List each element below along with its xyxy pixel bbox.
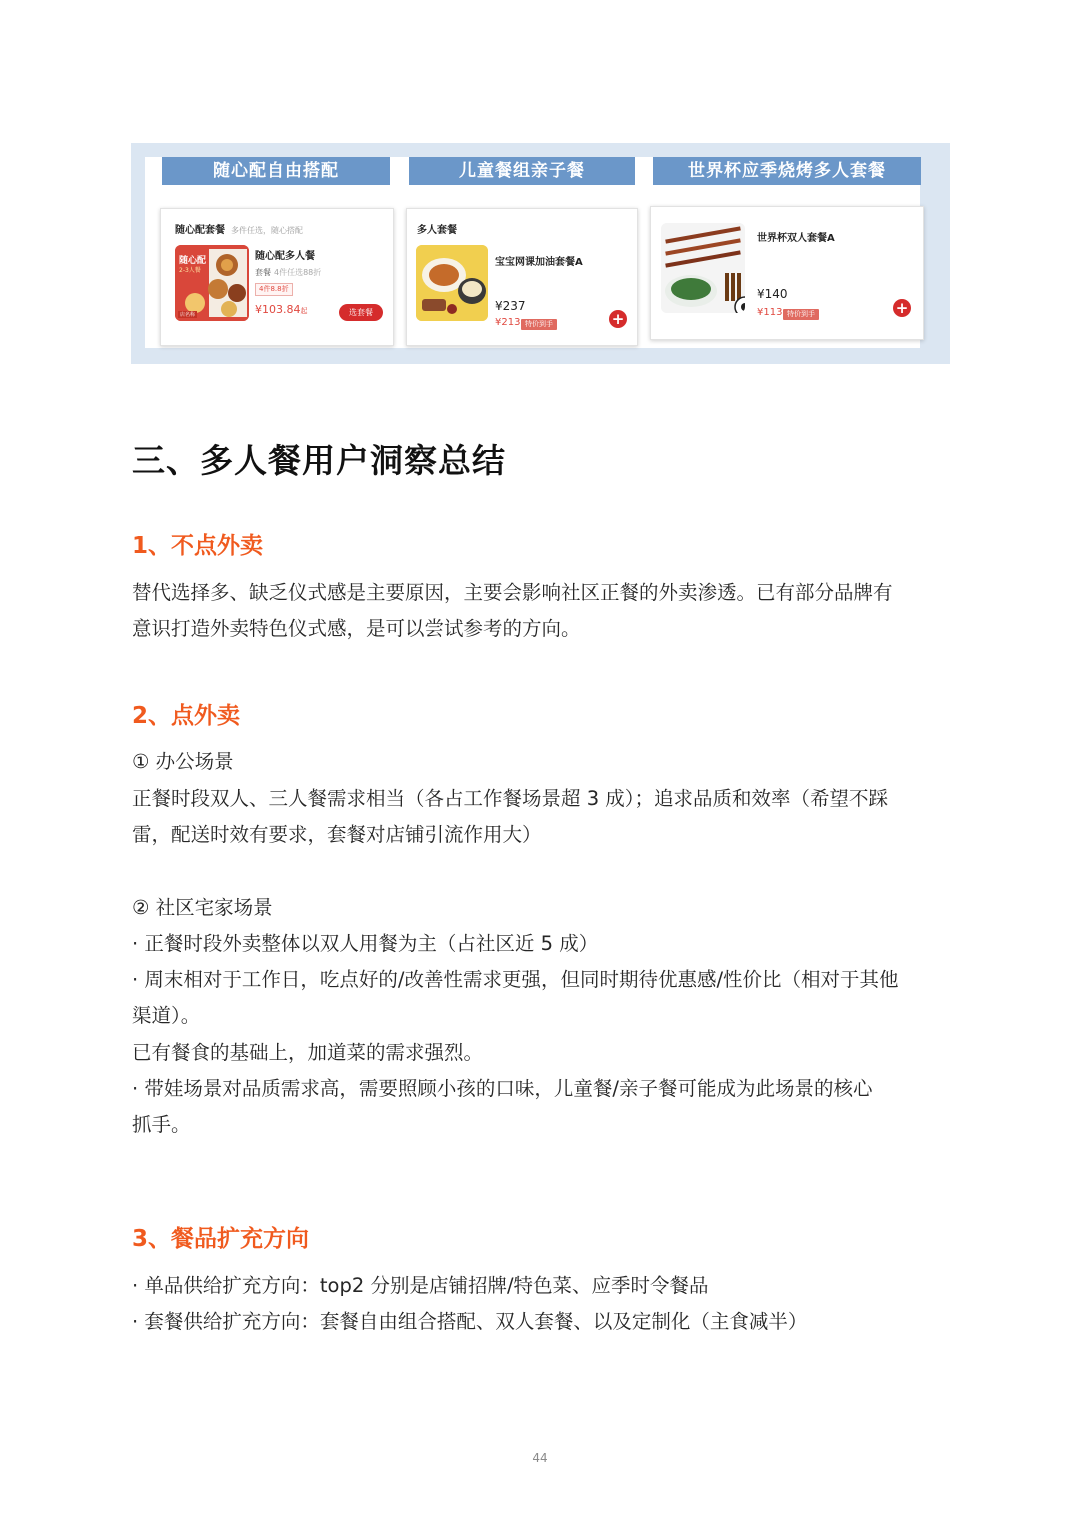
promo-chip: 特价到手 — [783, 309, 819, 320]
column-free-combo — [162, 157, 390, 185]
bullet-line: · 周末相对于工作日，吃点好的/改善性需求更强，但同时期待优惠感/性价比（相对于其他 — [132, 968, 899, 991]
bbq-skewers-illustration — [661, 223, 745, 313]
page-number: 44 — [532, 1451, 548, 1465]
select-combo-button[interactable]: 选套餐 — [339, 304, 383, 321]
add-to-cart-button[interactable]: + — [609, 310, 627, 328]
price: ¥140 — [757, 287, 788, 301]
column-header: 世界杯应季烧烤多人套餐 — [653, 157, 921, 185]
price-suffix: 起 — [300, 307, 308, 315]
promo-price: ¥113 — [757, 307, 783, 318]
dish-name: 随心配多人餐 — [255, 251, 315, 262]
bullet-line: · 带娃场景对品质需求高，需要照顾小孩的口味，儿童餐/亲子餐可能成为此场景的核心 — [132, 1077, 873, 1100]
combo-thumbnail — [175, 245, 249, 321]
section-2-heading: 2、点外卖 — [132, 703, 241, 729]
kids-meal-thumbnail — [416, 245, 488, 321]
menu-screenshot-strip — [131, 143, 950, 364]
promo-chip: 特价到手 — [521, 319, 557, 330]
section-1-heading: 1、不点外卖 — [132, 533, 264, 559]
section-3-heading: 3、餐品扩充方向 — [132, 1226, 310, 1252]
price: ¥237 — [495, 299, 526, 313]
thumb-badge: 店名称 — [180, 312, 196, 318]
thumb-label: 随心配 — [179, 256, 207, 266]
price-value: ¥103.84 — [255, 303, 301, 316]
worldcup-meal-card[interactable] — [650, 206, 924, 340]
add-to-cart-button[interactable]: + — [893, 299, 911, 317]
card-title-text: 随心配套餐 — [175, 225, 225, 236]
paragraph-line: 正餐时段双人、三人餐需求相当（各占工作餐场景超 3 成）；追求品质和效率（希望不踩 — [132, 787, 889, 810]
column-header: 随心配自由搭配 — [162, 157, 390, 185]
worldcup-meal-thumbnail — [661, 223, 745, 313]
paragraph-line: 抓手。 — [132, 1113, 191, 1136]
subheading-home: ② 社区宅家场景 — [132, 896, 273, 919]
paragraph-line: 已有餐食的基础上，加道菜的需求强烈。 — [132, 1041, 484, 1064]
price — [255, 303, 308, 316]
section-title: 三、多人餐用户洞察总结 — [132, 441, 506, 480]
card-subtitle: 多件任选，随心搭配 — [231, 226, 303, 235]
discount-chip: 4件8.8折 — [255, 283, 293, 296]
kids-meal-card[interactable] — [406, 208, 638, 346]
combo-card[interactable] — [160, 208, 394, 346]
tag-note: 4件任选88折 — [274, 268, 322, 277]
dish-name: 世界杯双人套餐A — [757, 233, 835, 244]
bullet-line: · 套餐供给扩充方向：套餐自由组合搭配、双人套餐、以及定制化（主食减半） — [132, 1310, 808, 1333]
column-worldcup-bbq — [653, 157, 921, 185]
paragraph-line: 渠道）。 — [132, 1004, 201, 1027]
bullet-line: · 单品供给扩充方向：top2 分别是店铺招牌/特色菜、应季时令餐品 — [132, 1274, 709, 1297]
card-title — [175, 221, 303, 236]
bullet-line: · 正餐时段外卖整体以双人用餐为主（占社区近 5 成） — [132, 932, 599, 955]
kids-meal-illustration — [416, 245, 488, 321]
tag-line — [255, 267, 321, 278]
promo-price: ¥213 — [495, 317, 521, 328]
subheading-office: ① 办公场景 — [132, 750, 234, 773]
dish-name: 宝宝网课加油套餐A — [495, 257, 583, 268]
paragraph-line: 意识打造外卖特色仪式感，是可以尝试参考的方向。 — [132, 617, 581, 640]
paragraph-line: 替代选择多、缺乏仪式感是主要原因，主要会影响社区正餐的外卖渗透。已有部分品牌有 — [132, 581, 893, 604]
thumb-sublabel: 2-3人餐 — [179, 267, 201, 274]
column-kids-meal — [409, 157, 635, 185]
tag-label: 套餐 — [255, 268, 271, 277]
paragraph-line: 雷，配送时效有要求，套餐对店铺引流作用大） — [132, 823, 542, 846]
card-title: 多人套餐 — [417, 225, 457, 236]
menu-screenshot-inner — [145, 157, 920, 348]
column-header: 儿童餐组亲子餐 — [409, 157, 635, 185]
